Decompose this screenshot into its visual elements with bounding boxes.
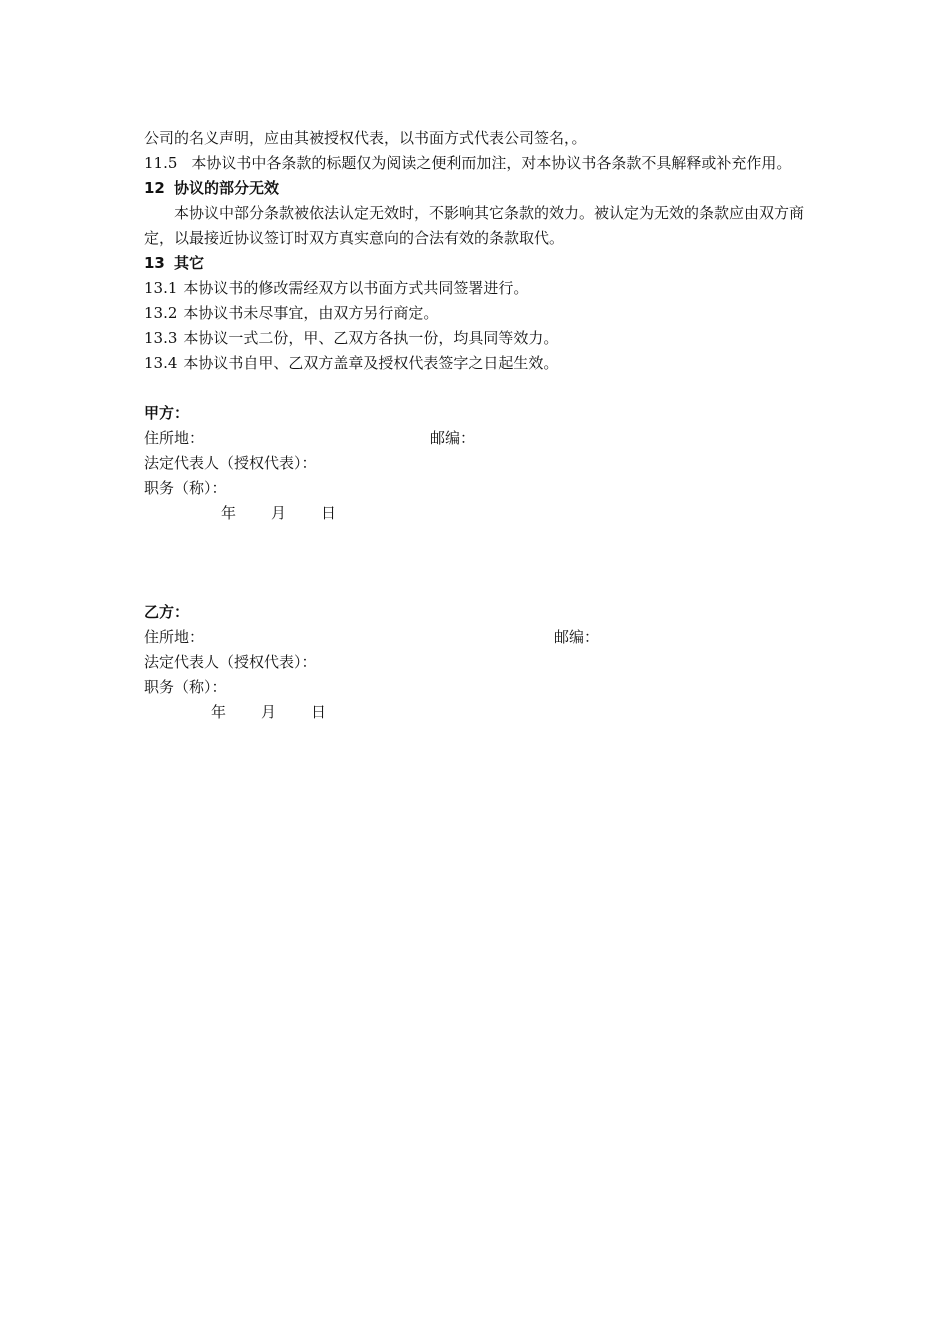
party-a-position-label: 职务（称）： [144, 479, 227, 497]
clause-13-4 [144, 351, 810, 376]
document-body [144, 126, 810, 725]
section-13-heading [144, 251, 810, 276]
clause-number: 13.4 [144, 354, 178, 372]
party-a-date-row [144, 501, 810, 526]
party-b-title: 乙方： [144, 603, 190, 621]
clause-text: 本协议一式二份，甲、乙双方各执一份，均具同等效力。 [183, 329, 559, 347]
section-12-heading [144, 176, 810, 201]
clause-text: 本协议书中各条款的标题仅为阅读之便利而加注，对本协议书各条款不具解释或补充作用。 [191, 154, 792, 172]
party-b-date-row [144, 700, 810, 725]
clause-number: 13.2 [144, 304, 178, 322]
section-number: 13 [144, 254, 165, 272]
clause-11-5 [144, 151, 810, 176]
section-title: 其它 [174, 254, 205, 272]
party-a-title: 甲方： [144, 404, 190, 422]
date-day: 日 [321, 504, 337, 522]
clause-13-3 [144, 326, 810, 351]
postcode-label: 邮编： [430, 429, 476, 447]
section-title: 协议的部分无效 [174, 179, 280, 197]
section-12-paragraph: 本协议中部分条款被依法认定无效时，不影响其它条款的效力。被认定为无效的条款应由双方商定，以最接近协议签订时双方真实意向的合法有效的条款取代。 [144, 204, 805, 247]
date-year: 年 [211, 703, 227, 721]
date-month: 月 [271, 504, 287, 522]
date-year: 年 [221, 504, 237, 522]
party-b-representative-label: 法定代表人（授权代表）： [144, 653, 317, 671]
clause-number: 13.1 [144, 279, 178, 297]
party-b-address-row [144, 625, 810, 650]
date-day: 日 [311, 703, 327, 721]
spacer [144, 376, 810, 401]
spacer [144, 526, 810, 600]
party-a-representative-label: 法定代表人（授权代表）： [144, 454, 317, 472]
clause-text: 本协议书的修改需经双方以书面方式共同签署进行。 [183, 279, 529, 297]
section-number: 12 [144, 179, 165, 197]
clause-number: 11.5 [144, 154, 178, 172]
date-month: 月 [261, 703, 277, 721]
postcode-label: 邮编： [554, 628, 600, 646]
clause-text: 本协议书自甲、乙双方盖章及授权代表签字之日起生效。 [183, 354, 559, 372]
address-label: 住所地： [144, 429, 205, 447]
clause-13-1 [144, 276, 810, 301]
address-label: 住所地： [144, 628, 205, 646]
intro-line: 公司的名义声明，应由其被授权代表，以书面方式代表公司签名，。 [144, 129, 587, 147]
clause-13-2 [144, 301, 810, 326]
clause-text: 本协议书未尽事宜，由双方另行商定。 [183, 304, 439, 322]
party-a-address-row [144, 426, 810, 451]
party-b-position-label: 职务（称）： [144, 678, 227, 696]
clause-number: 13.3 [144, 329, 178, 347]
